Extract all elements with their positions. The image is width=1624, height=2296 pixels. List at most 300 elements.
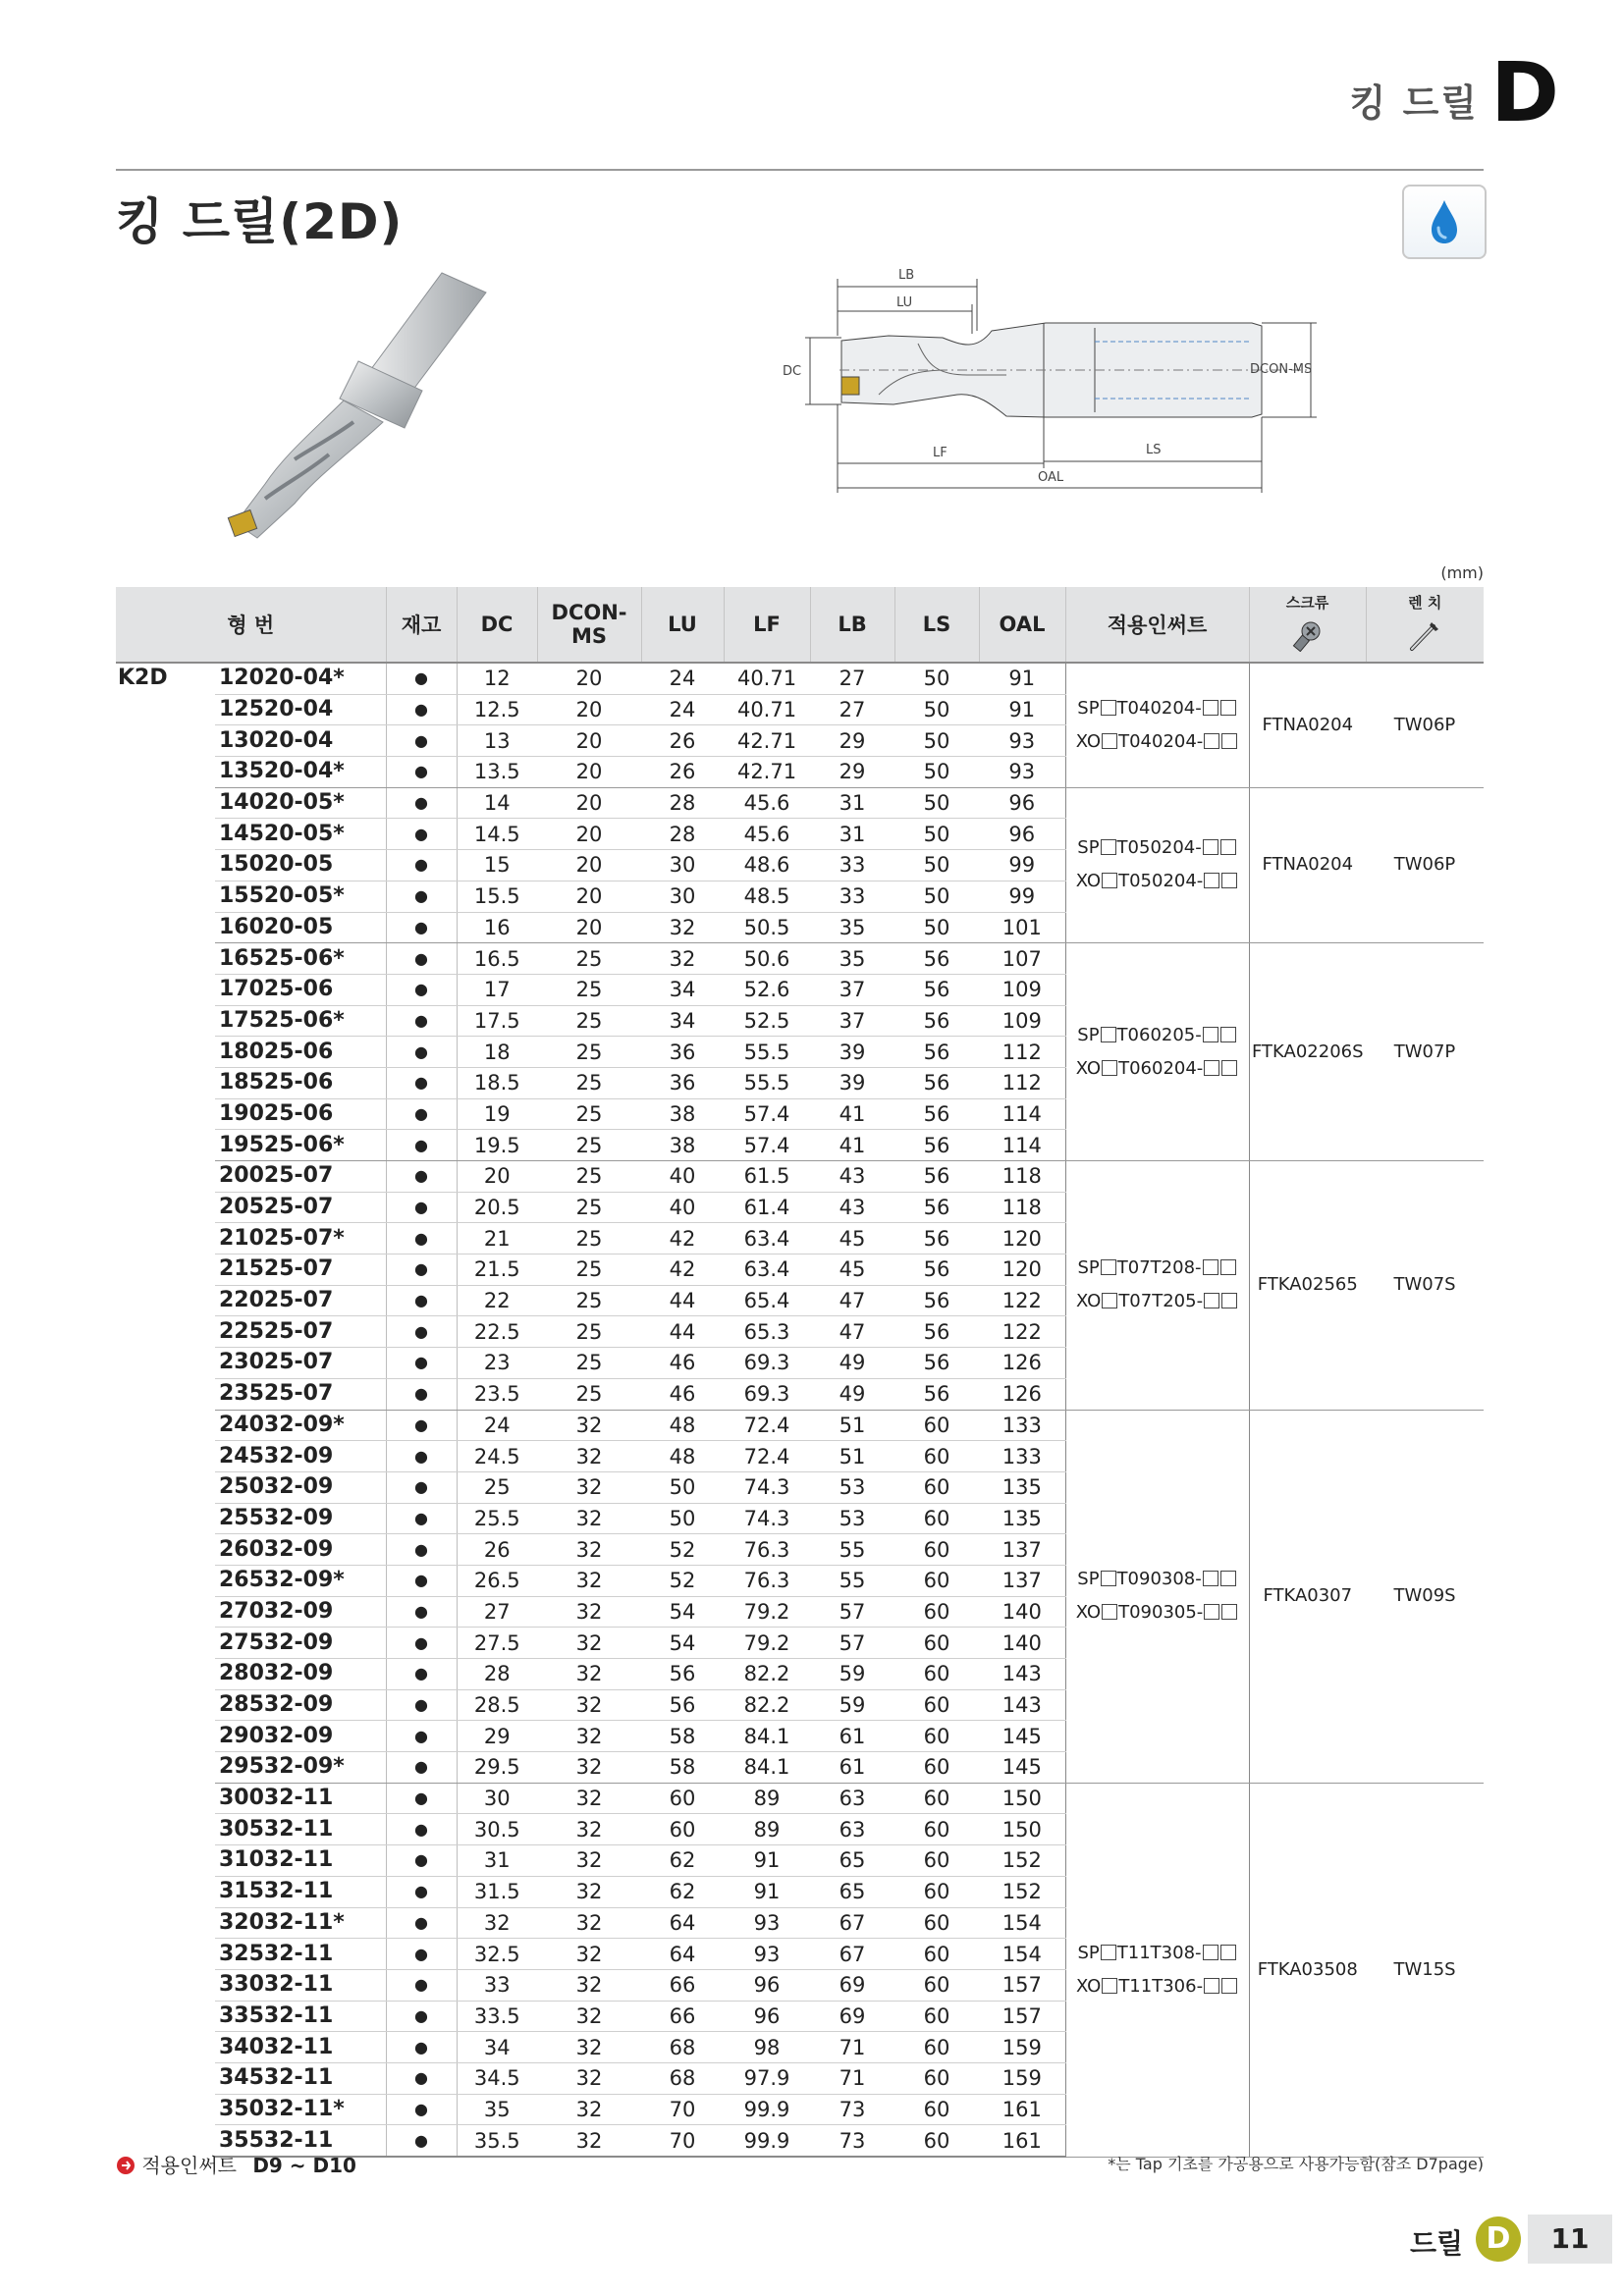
insert-xo [1066, 1596, 1249, 1629]
lu-cell: 48 [641, 1410, 724, 1441]
lf-cell: 93 [724, 1939, 810, 1970]
oal-cell: 109 [979, 1005, 1065, 1037]
stock-cell: ● [386, 850, 457, 881]
lf-cell: 72.4 [724, 1410, 810, 1441]
model-cell: 23025-07 [215, 1348, 386, 1379]
lb-cell: 49 [810, 1348, 894, 1379]
oal-cell: 161 [979, 2094, 1065, 2125]
stock-cell: ● [386, 2001, 457, 2032]
dc-cell: 28.5 [457, 1689, 537, 1721]
insert-cell [1065, 1410, 1249, 1783]
lu-cell: 50 [641, 1471, 724, 1503]
stock-cell: ● [386, 725, 457, 757]
oal-cell: 118 [979, 1161, 1065, 1193]
lf-cell: 48.6 [724, 850, 810, 881]
lb-cell: 45 [810, 1223, 894, 1255]
dcon-cell: 32 [537, 1596, 641, 1628]
model-cell: 31032-11 [215, 1845, 386, 1877]
oal-cell: 99 [979, 850, 1065, 881]
stock-cell: ● [386, 1410, 457, 1441]
oal-cell: 114 [979, 1130, 1065, 1161]
insert-xo [1066, 1970, 1249, 2003]
dcon-cell: 25 [537, 1161, 641, 1193]
insert-xo-prefix: XO [1075, 730, 1102, 752]
lu-cell: 46 [641, 1348, 724, 1379]
oal-cell: 154 [979, 1907, 1065, 1939]
model-cell: 30032-11 [215, 1783, 386, 1814]
lu-cell: 26 [641, 725, 724, 757]
dcon-cell: 25 [537, 1316, 641, 1348]
lu-cell: 52 [641, 1565, 724, 1596]
dc-cell: 19 [457, 1098, 537, 1130]
lb-cell: 27 [810, 694, 894, 725]
col-stock: 재고 [386, 587, 457, 663]
lf-cell: 98 [724, 2032, 810, 2063]
dcon-cell: 32 [537, 1876, 641, 1907]
insert-sp-prefix: SP [1077, 1942, 1100, 1963]
lu-cell: 40 [641, 1192, 724, 1223]
col-model: 형 번 [116, 587, 386, 663]
oal-cell: 120 [979, 1223, 1065, 1255]
insert-sp-code: T07T208- [1116, 1257, 1202, 1279]
lb-cell: 67 [810, 1907, 894, 1939]
dc-cell: 25.5 [457, 1503, 537, 1534]
lf-cell: 76.3 [724, 1565, 810, 1596]
dcon-cell: 25 [537, 1005, 641, 1037]
insert-xo-prefix: XO [1075, 1602, 1102, 1624]
ls-cell: 60 [894, 1689, 979, 1721]
lb-cell: 35 [810, 943, 894, 975]
lu-cell: 34 [641, 974, 724, 1005]
dc-cell: 24.5 [457, 1441, 537, 1472]
lf-cell: 61.5 [724, 1161, 810, 1193]
lf-cell: 74.3 [724, 1503, 810, 1534]
dcon-cell: 32 [537, 1752, 641, 1784]
insert-cell [1065, 1161, 1249, 1411]
stock-cell: ● [386, 1752, 457, 1784]
lf-cell: 76.3 [724, 1534, 810, 1566]
lf-cell: 63.4 [724, 1223, 810, 1255]
dc-cell: 19.5 [457, 1130, 537, 1161]
oal-cell: 109 [979, 974, 1065, 1005]
ls-cell: 60 [894, 1814, 979, 1845]
col-dc: DC [457, 587, 537, 663]
ls-cell: 60 [894, 2125, 979, 2157]
model-cell: 16525-06* [215, 943, 386, 975]
lu-cell: 36 [641, 1037, 724, 1068]
insert-xo [1066, 725, 1249, 759]
table-row [116, 787, 1484, 819]
lu-cell: 28 [641, 787, 724, 819]
insert-sp-prefix: SP [1077, 1569, 1100, 1590]
dcon-cell: 20 [537, 850, 641, 881]
ls-cell: 50 [894, 912, 979, 943]
lb-cell: 61 [810, 1752, 894, 1784]
stock-cell: ● [386, 2125, 457, 2157]
ls-cell: 50 [894, 725, 979, 757]
dc-cell: 27 [457, 1596, 537, 1628]
lu-cell: 52 [641, 1534, 724, 1566]
oal-cell: 137 [979, 1534, 1065, 1566]
model-cell: 27532-09 [215, 1628, 386, 1659]
drill-product-image [147, 253, 540, 558]
ls-cell: 60 [894, 1410, 979, 1441]
lb-cell: 67 [810, 1939, 894, 1970]
lf-cell: 72.4 [724, 1441, 810, 1472]
lu-cell: 56 [641, 1659, 724, 1690]
dcon-cell: 32 [537, 2032, 641, 2063]
dc-cell: 17.5 [457, 1005, 537, 1037]
dc-cell: 22 [457, 1285, 537, 1316]
model-cell: 13520-04* [215, 757, 386, 788]
wrench-cell: TW15S [1366, 1783, 1484, 2157]
oal-cell: 161 [979, 2125, 1065, 2157]
dc-cell: 29 [457, 1721, 537, 1752]
dc-cell: 33 [457, 1969, 537, 2001]
insert-sp-prefix: SP [1077, 1024, 1100, 1045]
lf-cell: 42.71 [724, 757, 810, 788]
oal-cell: 133 [979, 1441, 1065, 1472]
dcon-cell: 25 [537, 1223, 641, 1255]
insert-xo [1066, 865, 1249, 898]
insert-xo-prefix: XO [1075, 1057, 1102, 1079]
ls-cell: 50 [894, 757, 979, 788]
lu-cell: 56 [641, 1689, 724, 1721]
wrench-cell: TW06P [1366, 787, 1484, 942]
dcon-cell: 32 [537, 1845, 641, 1877]
page-title: 킹 드릴(2D) [116, 193, 404, 250]
dc-cell: 33.5 [457, 2001, 537, 2032]
table-row [116, 1783, 1484, 1814]
stock-cell: ● [386, 1939, 457, 1970]
dcon-cell: 20 [537, 663, 641, 694]
table-row [116, 663, 1484, 694]
stock-cell: ● [386, 943, 457, 975]
insert-sp [1066, 1937, 1249, 1970]
model-cell: 30532-11 [215, 1814, 386, 1845]
oal-cell: 150 [979, 1783, 1065, 1814]
stock-cell: ● [386, 1721, 457, 1752]
lf-cell: 96 [724, 1969, 810, 2001]
dc-cell: 21.5 [457, 1255, 537, 1286]
lu-cell: 32 [641, 943, 724, 975]
lf-cell: 50.5 [724, 912, 810, 943]
lf-cell: 52.5 [724, 1005, 810, 1037]
model-cell: 33532-11 [215, 2001, 386, 2032]
dc-cell: 35 [457, 2094, 537, 2125]
ls-cell: 56 [894, 1348, 979, 1379]
oal-cell: 122 [979, 1316, 1065, 1348]
dc-cell: 16 [457, 912, 537, 943]
ls-cell: 60 [894, 1752, 979, 1784]
insert-sp [1066, 1563, 1249, 1596]
dc-cell: 20 [457, 1161, 537, 1193]
lf-cell: 97.9 [724, 2062, 810, 2094]
lf-cell: 84.1 [724, 1721, 810, 1752]
dcon-cell: 25 [537, 1192, 641, 1223]
dc-cell: 12.5 [457, 694, 537, 725]
insert-xo-prefix: XO [1075, 1291, 1102, 1312]
ls-cell: 56 [894, 1067, 979, 1098]
ls-cell: 56 [894, 1161, 979, 1193]
wrench-cell: TW09S [1366, 1410, 1484, 1783]
arrow-circle-icon [116, 2156, 135, 2175]
dcon-cell: 20 [537, 725, 641, 757]
table-row [116, 943, 1484, 975]
dc-cell: 23.5 [457, 1378, 537, 1410]
screw-cell: FTKA0307 [1249, 1410, 1366, 1783]
ls-cell: 60 [894, 2032, 979, 2063]
lu-cell: 40 [641, 1161, 724, 1193]
torx-wrench-icon [1408, 618, 1441, 652]
stock-cell: ● [386, 663, 457, 694]
lf-cell: 82.2 [724, 1659, 810, 1690]
model-cell: 18025-06 [215, 1037, 386, 1068]
model-cell: 20525-07 [215, 1192, 386, 1223]
dc-cell: 26 [457, 1534, 537, 1566]
lf-cell: 61.4 [724, 1192, 810, 1223]
insert-sp [1066, 1252, 1249, 1285]
dcon-cell: 25 [537, 974, 641, 1005]
stock-cell: ● [386, 1005, 457, 1037]
section-title: 킹 드릴 [1349, 81, 1479, 125]
dcon-cell: 32 [537, 2001, 641, 2032]
ls-cell: 60 [894, 1441, 979, 1472]
model-cell: 28032-09 [215, 1659, 386, 1690]
dcon-cell: 25 [537, 943, 641, 975]
ls-cell: 50 [894, 694, 979, 725]
oal-cell: 159 [979, 2062, 1065, 2094]
dcon-cell: 20 [537, 694, 641, 725]
dcon-cell: 25 [537, 1098, 641, 1130]
wrench-cell: TW06P [1366, 663, 1484, 787]
insert-xo-code: T11T306- [1118, 1975, 1204, 1997]
insert-sp-code: T040204- [1116, 697, 1202, 719]
model-cell: 22025-07 [215, 1285, 386, 1316]
ls-cell: 60 [894, 1969, 979, 2001]
stock-cell: ● [386, 1348, 457, 1379]
lf-cell: 82.2 [724, 1689, 810, 1721]
lf-cell: 65.4 [724, 1285, 810, 1316]
dc-cell: 18 [457, 1037, 537, 1068]
ls-cell: 56 [894, 1130, 979, 1161]
footnote: *는 Tap 기초를 가공용으로 사용가능함(참조 D7page) [1108, 2155, 1484, 2173]
stock-cell: ● [386, 1037, 457, 1068]
insert-sp-prefix: SP [1077, 697, 1100, 719]
lb-cell: 37 [810, 1005, 894, 1037]
oal-cell: 157 [979, 2001, 1065, 2032]
model-cell: 34032-11 [215, 2032, 386, 2063]
dcon-cell: 32 [537, 1410, 641, 1441]
model-cell: 27032-09 [215, 1596, 386, 1628]
lb-cell: 31 [810, 787, 894, 819]
oal-cell: 91 [979, 694, 1065, 725]
oal-cell: 145 [979, 1721, 1065, 1752]
ls-cell: 50 [894, 663, 979, 694]
model-cell: 28532-09 [215, 1689, 386, 1721]
lb-cell: 37 [810, 974, 894, 1005]
model-cell: 14520-05* [215, 819, 386, 850]
model-cell: 13020-04 [215, 725, 386, 757]
insert-cell [1065, 943, 1249, 1161]
col-screw [1249, 587, 1366, 663]
stock-cell: ● [386, 1659, 457, 1690]
lu-cell: 62 [641, 1845, 724, 1877]
lb-cell: 63 [810, 1814, 894, 1845]
oal-cell: 120 [979, 1255, 1065, 1286]
dcon-cell: 32 [537, 2125, 641, 2157]
dcon-cell: 32 [537, 1939, 641, 1970]
oal-cell: 126 [979, 1348, 1065, 1379]
lb-cell: 47 [810, 1285, 894, 1316]
dc-cell: 22.5 [457, 1316, 537, 1348]
lf-cell: 42.71 [724, 725, 810, 757]
lf-cell: 52.6 [724, 974, 810, 1005]
lu-cell: 38 [641, 1098, 724, 1130]
oal-cell: 96 [979, 819, 1065, 850]
lf-cell: 55.5 [724, 1037, 810, 1068]
ls-cell: 56 [894, 943, 979, 975]
lu-cell: 70 [641, 2125, 724, 2157]
insert-cell [1065, 787, 1249, 942]
dcon-cell: 32 [537, 1471, 641, 1503]
model-cell: 19525-06* [215, 1130, 386, 1161]
lu-cell: 50 [641, 1503, 724, 1534]
stock-cell: ● [386, 1098, 457, 1130]
stock-cell: ● [386, 1783, 457, 1814]
lf-cell: 99.9 [724, 2094, 810, 2125]
section-letter: D [1490, 44, 1559, 140]
dcon-cell: 25 [537, 1348, 641, 1379]
oal-cell: 143 [979, 1659, 1065, 1690]
table-row [116, 1410, 1484, 1441]
dc-cell: 18.5 [457, 1067, 537, 1098]
ls-cell: 56 [894, 1378, 979, 1410]
col-wrench [1366, 587, 1484, 663]
model-cell: 25032-09 [215, 1471, 386, 1503]
oal-cell: 143 [979, 1689, 1065, 1721]
lu-cell: 48 [641, 1441, 724, 1472]
dcon-cell: 20 [537, 757, 641, 788]
oal-cell: 135 [979, 1503, 1065, 1534]
dc-cell: 24 [457, 1410, 537, 1441]
lu-cell: 44 [641, 1316, 724, 1348]
col-lu: LU [641, 587, 724, 663]
lu-cell: 30 [641, 881, 724, 912]
model-cell: 35532-11 [215, 2125, 386, 2157]
coolant-badge [1402, 185, 1487, 259]
insert-xo-code: T040204- [1118, 730, 1204, 752]
lb-cell: 69 [810, 1969, 894, 2001]
screw-cell: FTKA03508 [1249, 1783, 1366, 2157]
dim-lb-label: LB [898, 268, 915, 283]
lf-cell: 48.5 [724, 881, 810, 912]
lb-cell: 55 [810, 1534, 894, 1566]
col-lb: LB [810, 587, 894, 663]
lb-cell: 51 [810, 1441, 894, 1472]
stock-cell: ● [386, 1255, 457, 1286]
lb-cell: 61 [810, 1721, 894, 1752]
dc-cell: 20.5 [457, 1192, 537, 1223]
lb-cell: 71 [810, 2032, 894, 2063]
lb-cell: 59 [810, 1659, 894, 1690]
insert-xo-prefix: XO [1075, 871, 1102, 892]
insert-xo-code: T090305- [1118, 1602, 1204, 1624]
model-cell: 14020-05* [215, 787, 386, 819]
lb-cell: 73 [810, 2094, 894, 2125]
dc-cell: 12 [457, 663, 537, 694]
oal-cell: 126 [979, 1378, 1065, 1410]
ls-cell: 60 [894, 1471, 979, 1503]
wrench-cell: TW07S [1366, 1161, 1484, 1411]
dc-cell: 28 [457, 1659, 537, 1690]
stock-cell: ● [386, 1596, 457, 1628]
dcon-cell: 25 [537, 1037, 641, 1068]
dcon-cell: 32 [537, 1441, 641, 1472]
dim-dcon-label: DCON-MS [1250, 362, 1313, 377]
lu-cell: 36 [641, 1067, 724, 1098]
stock-cell: ● [386, 1565, 457, 1596]
insert-sp-code: T090308- [1116, 1569, 1202, 1590]
insert-sp [1066, 1019, 1249, 1052]
stock-cell: ● [386, 912, 457, 943]
lf-cell: 69.3 [724, 1378, 810, 1410]
dcon-cell: 32 [537, 1783, 641, 1814]
lf-cell: 84.1 [724, 1752, 810, 1784]
screw-cell: FTNA0204 [1249, 787, 1366, 942]
dcon-cell: 25 [537, 1255, 641, 1286]
ls-cell: 60 [894, 1659, 979, 1690]
oal-cell: 91 [979, 663, 1065, 694]
oal-cell: 135 [979, 1471, 1065, 1503]
dc-cell: 17 [457, 974, 537, 1005]
stock-cell: ● [386, 1316, 457, 1348]
ls-cell: 50 [894, 850, 979, 881]
col-screw-label: 스크류 [1285, 594, 1329, 612]
oal-cell: 93 [979, 725, 1065, 757]
ls-cell: 56 [894, 1192, 979, 1223]
dc-cell: 13 [457, 725, 537, 757]
stock-cell: ● [386, 1814, 457, 1845]
lb-cell: 59 [810, 1689, 894, 1721]
model-cell: 35032-11* [215, 2094, 386, 2125]
dc-cell: 30 [457, 1783, 537, 1814]
oal-cell: 118 [979, 1192, 1065, 1223]
col-oal: OAL [979, 587, 1065, 663]
stock-cell: ● [386, 2094, 457, 2125]
ls-cell: 56 [894, 1005, 979, 1037]
screw-cell: FTKA02206S [1249, 943, 1366, 1161]
lb-cell: 29 [810, 757, 894, 788]
col-insert: 적용인써트 [1065, 587, 1249, 663]
model-cell: 31532-11 [215, 1876, 386, 1907]
lu-cell: 70 [641, 2094, 724, 2125]
insert-reference-label: 적용인써트 [141, 2154, 237, 2177]
model-cell: 26032-09 [215, 1534, 386, 1566]
lu-cell: 26 [641, 757, 724, 788]
stock-cell: ● [386, 2032, 457, 2063]
model-cell: 34532-11 [215, 2062, 386, 2094]
oal-cell: 133 [979, 1410, 1065, 1441]
oal-cell: 114 [979, 1098, 1065, 1130]
screw-cell: FTNA0204 [1249, 663, 1366, 787]
oal-cell: 150 [979, 1814, 1065, 1845]
ls-cell: 60 [894, 1783, 979, 1814]
lb-cell: 47 [810, 1316, 894, 1348]
dcon-cell: 25 [537, 1067, 641, 1098]
oal-cell: 152 [979, 1876, 1065, 1907]
oal-cell: 157 [979, 1969, 1065, 2001]
